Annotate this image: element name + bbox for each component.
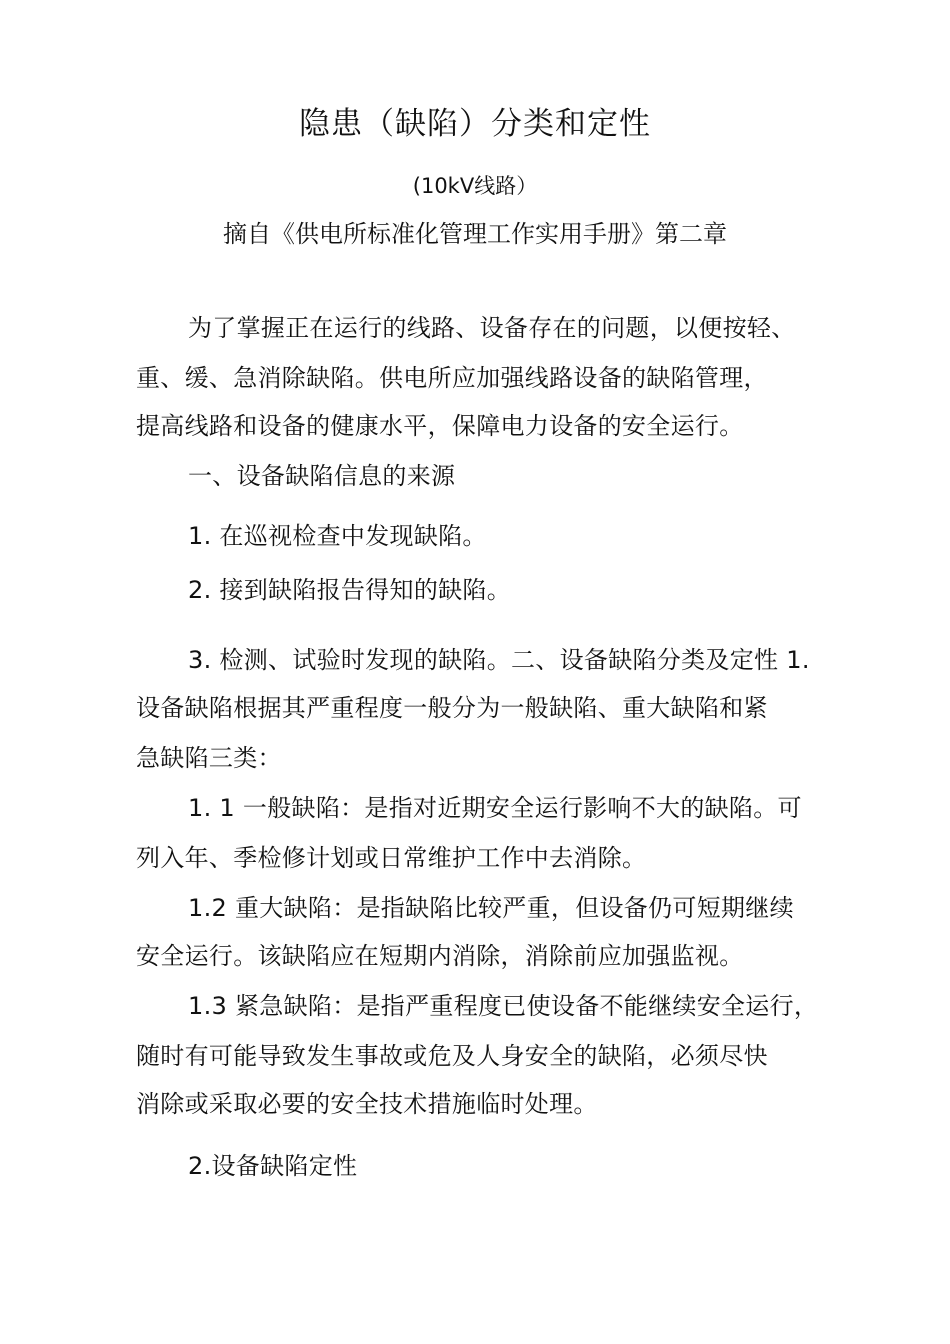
document-subtitle: (10kV线路） [412, 174, 538, 198]
list-item-3-line-3: 急缺陷三类： [136, 744, 282, 772]
list-item-1: 1. 在巡视检查中发现缺陷。 [188, 522, 487, 550]
section1-heading: 一、设备缺陷信息的来源 [188, 462, 456, 490]
item-1-3-line-2: 随时有可能导致发生事故或危及人身安全的缺陷，必须尽快 [136, 1042, 768, 1070]
document-source: 摘自《供电所标准化管理工作实用手册》第二章 [223, 220, 727, 248]
item-1-2-line-1: 1.2 重大缺陷：是指缺陷比较严重，但设备仍可短期继续 [188, 894, 794, 922]
document-title: 隐患（缺陷）分类和定性 [299, 106, 651, 142]
intro-line-3: 提高线路和设备的健康水平，保障电力设备的安全运行。 [136, 412, 744, 440]
list-item-3-line-1: 3. 检测、试验时发现的缺陷。二、设备缺陷分类及定性 1. [188, 646, 810, 674]
list-item-2: 2. 接到缺陷报告得知的缺陷。 [188, 576, 512, 604]
item-1-3-line-3: 消除或采取必要的安全技术措施临时处理。 [136, 1090, 598, 1118]
item-1-1-line-1: 1. 1 一般缺陷：是指对近期安全运行影响不大的缺陷。可 [188, 794, 802, 822]
item-2-heading: 2.设备缺陷定性 [188, 1152, 358, 1180]
list-item-3-line-2: 设备缺陷根据其严重程度一般分为一般缺陷、重大缺陷和紧 [136, 694, 768, 722]
intro-line-1: 为了掌握正在运行的线路、设备存在的问题，以便按轻、 [188, 314, 796, 342]
item-1-2-line-2: 安全运行。该缺陷应在短期内消除，消除前应加强监视。 [136, 942, 744, 970]
intro-line-2: 重、缓、急消除缺陷。供电所应加强线路设备的缺陷管理， [136, 364, 768, 392]
item-1-3-line-1: 1.3 紧急缺陷：是指严重程度已使设备不能继续安全运行， [188, 992, 819, 1020]
item-1-1-line-2: 列入年、季检修计划或日常维护工作中去消除。 [136, 844, 647, 872]
